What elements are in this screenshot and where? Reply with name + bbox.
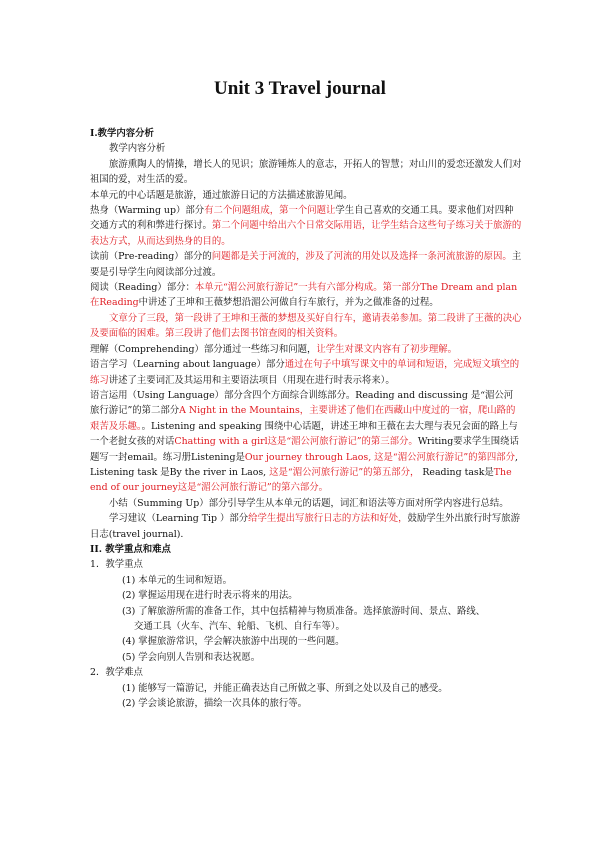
learning-tip-text: 鼓励学生外出旅行时写旅游日志(travel journal). [90, 513, 521, 540]
warming-up-highlight-2: 第二个问题中给出六个日常交际用语，让学生结合这些句子练习关于旅游的表达方式，从而达到热身的目的。 [90, 220, 522, 247]
using-language-text-2: 。Listening and speaking 围绕中心话题，讲述王坤和王薇在去大理与表兄会面的路上与一个老挝女孩的对话 [90, 420, 518, 448]
key-point-item: (2) 掌握运用现在进行时表示将来的用法。 [122, 590, 298, 602]
pre-reading-paragraph [90, 249, 522, 280]
pre-reading-highlight: 问题都是关于河流的，涉及了河流的用处以及选择一条河流旅游的原因。 [211, 251, 512, 263]
difficult-point-item: (2) 学会谈论旅游，描绘一次具体的旅行等。 [122, 698, 308, 710]
topic-paragraph: 本单元的中心话题是旅游，通过旅游日记的方法描述旅游见闻。 [90, 189, 353, 201]
using-language-highlight-2: Chatting with a girl这是“湄公河旅行游记”的第三部分。 [174, 436, 418, 448]
section-1-subheading: 教学内容分析 [109, 143, 166, 155]
comprehending-highlight: 让学生对课文内容有了初步理解。 [316, 343, 458, 355]
warming-up-label: 热身（Warming up）部分 [90, 205, 205, 217]
using-language-text-5: Reading task是 [419, 466, 494, 478]
intro-paragraph: 旅游熏陶人的情操，增长人的见识；旅游锤炼人的意志，开拓人的智慧；对山川的爱恋还激发人们对祖国的爱，对生活的爱。 [90, 158, 522, 186]
language-learning-highlight: 通过在句子中填写课文中的单词和短语，完成短文填空的练习 [90, 359, 520, 386]
reading-paragraph [90, 280, 522, 311]
language-learning-paragraph [90, 357, 522, 388]
reading-highlight: 本单元“湄公河旅行游记”一共有六部分构成。第一部分The Dream and plan在Reading [90, 282, 518, 309]
learning-tip-paragraph [90, 511, 522, 542]
section-1-heading: Ⅰ.教学内容分析 [90, 128, 154, 139]
using-language-highlight-4: 这是“湄公河旅行游记”的第五部分， [269, 466, 420, 478]
warming-up-text: 学生自己喜欢的交通工具。要求他们对四种交通方式的利和弊进行探讨。 [90, 205, 514, 232]
key-point-item-continued: 交通工具（火车、汽车、轮船、飞机、自行车等）。 [134, 621, 345, 632]
key-point-item: (5) 学会向别人告别和表达祝愿。 [122, 651, 261, 663]
key-point-item: (3) 了解旅游所需的准备工作，其中包括精神与物质准备。选择旅游时间、景点、路线、 [122, 605, 486, 617]
using-language-text-3: Writing要求学生围绕话题写一封email。练习册Listening是 [90, 436, 519, 463]
language-learning-label: 语言学习（Learning about language）部分 [90, 359, 285, 371]
document-title: Unit 3 Travel journal [214, 78, 386, 99]
difficult-points-heading: 2．教学难点 [90, 667, 143, 679]
key-point-item: (4) 掌握旅游常识，学会解决旅游中出现的一些问题。 [122, 636, 345, 648]
document-body [90, 126, 522, 711]
language-learning-text: 讲述了主要词汇及其运用和主要语法项目（用现在进行时表示将来）。 [108, 374, 395, 386]
pre-reading-text: 主要是引导学生向阅读部分过渡。 [90, 251, 522, 278]
comprehending-label: 理解（Comprehending）部分通过一些练习和问题， [90, 343, 317, 355]
key-point-item: (1) 本单元的生词和短语。 [122, 574, 233, 586]
summing-up-paragraph: 小结（Summing Up）部分引导学生从本单元的话题，词汇和语法等方面对所学内容进行总结。 [109, 497, 509, 509]
using-language-highlight-5: The end of our journey这是“湄公河旅行游记”的第六部分。 [90, 466, 512, 494]
using-language-highlight-3: Our journey through Laos, 这是“湄公河旅行游记”的第四部分 [244, 451, 516, 463]
reading-label: 阅读（Reading）部分： [90, 282, 195, 294]
reading-text: 中讲述了王坤和王薇梦想沿湄公河做自行车旅行，并为之做准备的过程。 [138, 297, 439, 309]
section-2-heading: II. 教学重点和难点 [90, 543, 171, 555]
comprehending-paragraph [90, 342, 522, 357]
using-language-paragraph [90, 388, 522, 496]
using-language-highlight-1: A Night in the Mountains，主要讲述了他们在西藏山中度过的一宿，爬山路的艰苦及乐趣。 [90, 405, 516, 432]
warming-up-paragraph [90, 203, 522, 249]
using-language-text-4: , Listening task 是By the river in Laos, [90, 451, 518, 478]
learning-tip-label: 学习建议（Learning Tip ）部分 [109, 513, 249, 525]
difficult-point-item: (1) 能够写一篇游记，并能正确表达自己所做之事、所到之处以及自己的感受。 [122, 682, 448, 694]
warming-up-highlight-1: 有二个问题组成，第一个问题让 [204, 205, 336, 217]
key-points-heading: 1．教学重点 [90, 559, 143, 571]
pre-reading-label: 读前（Pre-reading）部分的 [90, 251, 212, 263]
using-language-text-1: 语言运用（Using Language）部分含四个方面综合训练部分。Reading and discussing 是“湄公河旅行游记”的第二部分 [90, 389, 514, 417]
learning-tip-highlight: 给学生提出写旅行日志的方法和好处， [248, 513, 408, 525]
reading-summary: 文章分了三段，第一段讲了王坤和王薇的梦想及买好自行车，邀请表弟参加。第二段讲了王薇的决心及要面临的困难。第三段讲了他们去图书馆查阅的相关资料。 [90, 312, 522, 340]
